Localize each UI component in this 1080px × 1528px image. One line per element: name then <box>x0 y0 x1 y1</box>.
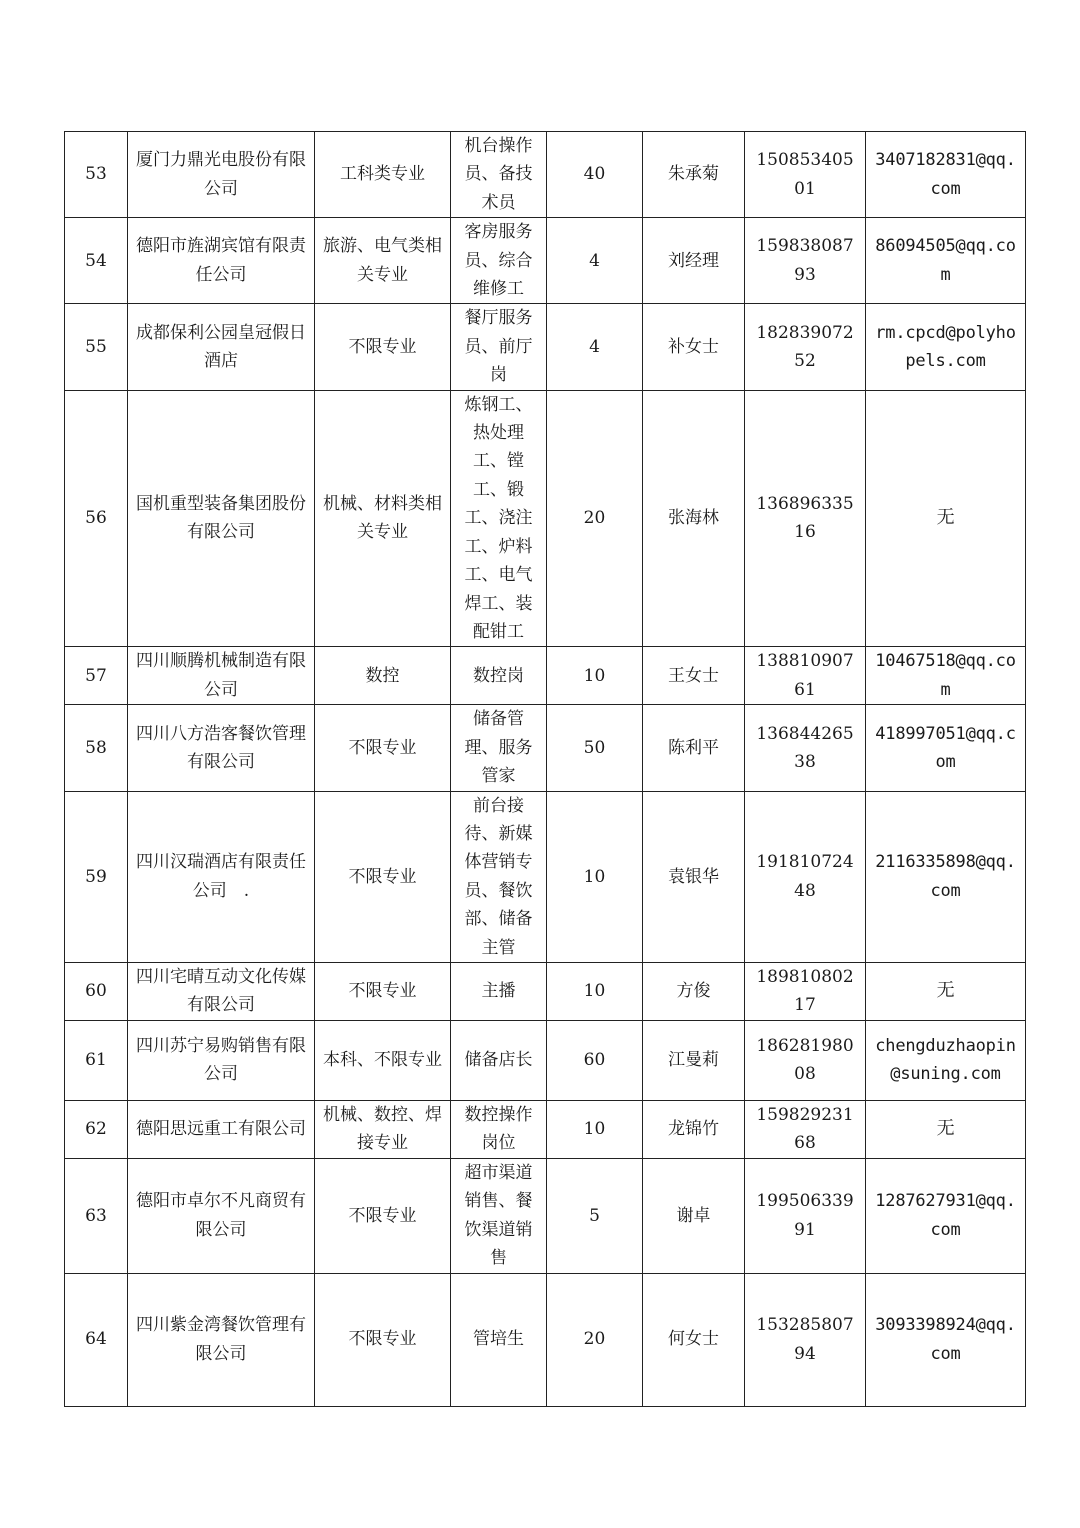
table-row <box>65 390 1026 647</box>
company-name: 四川紫金湾餐饮管理有限公司 <box>128 1273 315 1406</box>
headcount: 40 <box>547 132 643 218</box>
contact-person: 方俊 <box>643 962 745 1020</box>
company-name: 四川八方浩客餐饮管理有限公司 <box>128 705 315 791</box>
job-position: 数控操作岗位 <box>451 1100 547 1158</box>
job-position: 数控岗 <box>451 647 547 705</box>
row-number: 53 <box>65 132 128 218</box>
job-position: 客房服务员、综合维修工 <box>451 218 547 304</box>
table-row <box>65 132 1026 218</box>
contact-email: 418997051@qq.com <box>866 705 1026 791</box>
headcount: 4 <box>547 304 643 390</box>
contact-person: 谢卓 <box>643 1158 745 1273</box>
job-position: 餐厅服务员、前厅岗 <box>451 304 547 390</box>
contact-email: 无 <box>866 390 1026 647</box>
contact-person: 补女士 <box>643 304 745 390</box>
contact-phone: 18283907252 <box>745 304 866 390</box>
contact-email: chengduzhaopin@suning.com <box>866 1020 1026 1100</box>
table-row <box>65 791 1026 962</box>
headcount: 10 <box>547 647 643 705</box>
contact-person: 龙锦竹 <box>643 1100 745 1158</box>
major-requirement: 不限专业 <box>315 1158 451 1273</box>
headcount: 10 <box>547 791 643 962</box>
table-row <box>65 1158 1026 1273</box>
contact-person: 王女士 <box>643 647 745 705</box>
row-number: 57 <box>65 647 128 705</box>
company-name: 厦门力鼎光电股份有限公司 <box>128 132 315 218</box>
company-name: 国机重型装备集团股份有限公司 <box>128 390 315 647</box>
job-position: 主播 <box>451 962 547 1020</box>
job-position: 储备店长 <box>451 1020 547 1100</box>
contact-phone: 13881090761 <box>745 647 866 705</box>
job-position: 管培生 <box>451 1273 547 1406</box>
table-row <box>65 1273 1026 1406</box>
row-number: 61 <box>65 1020 128 1100</box>
row-number: 62 <box>65 1100 128 1158</box>
row-number: 58 <box>65 705 128 791</box>
table-row <box>65 304 1026 390</box>
major-requirement: 不限专业 <box>315 1273 451 1406</box>
recruitment-table <box>64 131 1026 1407</box>
major-requirement: 不限专业 <box>315 304 451 390</box>
headcount: 20 <box>547 390 643 647</box>
major-requirement: 不限专业 <box>315 962 451 1020</box>
table-row <box>65 1100 1026 1158</box>
headcount: 50 <box>547 705 643 791</box>
company-name: 四川顺腾机械制造有限公司 <box>128 647 315 705</box>
contact-person: 陈利平 <box>643 705 745 791</box>
contact-phone: 19181072448 <box>745 791 866 962</box>
job-position: 前台接待、新媒体营销专员、餐饮部、储备主管 <box>451 791 547 962</box>
major-requirement: 机械、材料类相关专业 <box>315 390 451 647</box>
contact-email: 10467518@qq.com <box>866 647 1026 705</box>
major-requirement: 本科、不限专业 <box>315 1020 451 1100</box>
row-number: 54 <box>65 218 128 304</box>
headcount: 4 <box>547 218 643 304</box>
job-position: 储备管理、服务管家 <box>451 705 547 791</box>
job-position: 机台操作员、备技术员 <box>451 132 547 218</box>
major-requirement: 数控 <box>315 647 451 705</box>
table-row <box>65 962 1026 1020</box>
contact-email: 3407182831@qq.com <box>866 132 1026 218</box>
company-name: 德阳市旌湖宾馆有限责任公司 <box>128 218 315 304</box>
headcount: 20 <box>547 1273 643 1406</box>
major-requirement: 不限专业 <box>315 791 451 962</box>
row-number: 55 <box>65 304 128 390</box>
contact-phone: 15328580794 <box>745 1273 866 1406</box>
job-position: 炼钢工、热处理工、镗工、锻工、浇注工、炉料工、电气焊工、装配钳工 <box>451 390 547 647</box>
row-number: 59 <box>65 791 128 962</box>
contact-person: 刘经理 <box>643 218 745 304</box>
company-name: 四川苏宁易购销售有限公司 <box>128 1020 315 1100</box>
company-name: 四川宅晴互动文化传媒有限公司 <box>128 962 315 1020</box>
company-name: 德阳思远重工有限公司 <box>128 1100 315 1158</box>
company-name: 德阳市卓尔不凡商贸有限公司 <box>128 1158 315 1273</box>
row-number: 56 <box>65 390 128 647</box>
major-requirement: 机械、数控、焊接专业 <box>315 1100 451 1158</box>
row-number: 64 <box>65 1273 128 1406</box>
table-row <box>65 1020 1026 1100</box>
contact-phone: 13684426538 <box>745 705 866 791</box>
major-requirement: 不限专业 <box>315 705 451 791</box>
company-name: 成都保利公园皇冠假日酒店 <box>128 304 315 390</box>
contact-email: 无 <box>866 962 1026 1020</box>
contact-phone: 15982923168 <box>745 1100 866 1158</box>
contact-person: 袁银华 <box>643 791 745 962</box>
contact-person: 何女士 <box>643 1273 745 1406</box>
company-name: 四川汉瑞酒店有限责任公司 . <box>128 791 315 962</box>
contact-person: 朱承菊 <box>643 132 745 218</box>
table-row <box>65 218 1026 304</box>
contact-phone: 18981080217 <box>745 962 866 1020</box>
contact-email: 86094505@qq.com <box>866 218 1026 304</box>
row-number: 63 <box>65 1158 128 1273</box>
contact-phone: 15983808793 <box>745 218 866 304</box>
contact-email: 无 <box>866 1100 1026 1158</box>
major-requirement: 工科类专业 <box>315 132 451 218</box>
contact-phone: 18628198008 <box>745 1020 866 1100</box>
job-position: 超市渠道销售、餐饮渠道销售 <box>451 1158 547 1273</box>
headcount: 10 <box>547 962 643 1020</box>
contact-email: 3093398924@qq.com <box>866 1273 1026 1406</box>
row-number: 60 <box>65 962 128 1020</box>
contact-person: 张海林 <box>643 390 745 647</box>
table-row <box>65 647 1026 705</box>
contact-phone: 19950633991 <box>745 1158 866 1273</box>
table-row <box>65 705 1026 791</box>
contact-person: 江曼莉 <box>643 1020 745 1100</box>
major-requirement: 旅游、电气类相关专业 <box>315 218 451 304</box>
headcount: 60 <box>547 1020 643 1100</box>
contact-email: 2116335898@qq.com <box>866 791 1026 962</box>
headcount: 10 <box>547 1100 643 1158</box>
contact-email: 1287627931@qq.com <box>866 1158 1026 1273</box>
contact-phone: 13689633516 <box>745 390 866 647</box>
contact-phone: 15085340501 <box>745 132 866 218</box>
headcount: 5 <box>547 1158 643 1273</box>
contact-email: rm.cpcd@polyhopels.com <box>866 304 1026 390</box>
